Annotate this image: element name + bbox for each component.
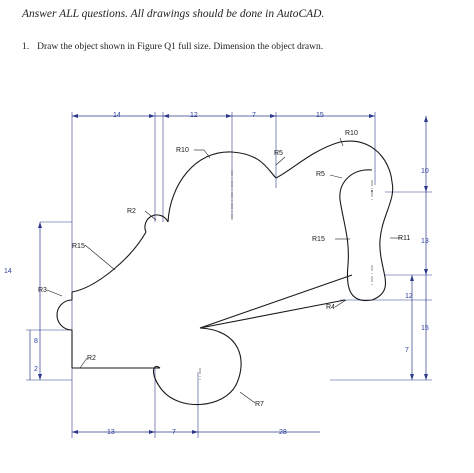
dim-top-12: 12	[190, 112, 198, 119]
dim-bottom-13: 13	[107, 429, 115, 436]
label-r2-lower: R2	[87, 355, 96, 362]
label-r10-top-center: R10	[176, 147, 189, 154]
r2-blend-arc	[145, 215, 168, 232]
r7-lobe	[154, 328, 242, 405]
label-r5-right: R5	[316, 171, 325, 178]
label-r3: R3	[38, 287, 47, 294]
arrowheads	[38, 114, 428, 434]
label-r10-top-right: R10	[345, 130, 358, 137]
dim-right-15: 15	[421, 325, 429, 332]
label-r11: R11	[398, 235, 411, 242]
dim-top-7: 7	[252, 112, 256, 119]
instructions-heading: Answer ALL questions. All drawings should be done in AutoCAD.	[22, 8, 325, 20]
dim-top-15: 15	[316, 112, 324, 119]
centerlines	[200, 170, 372, 380]
dimension-lines	[30, 116, 426, 432]
label-r5-top: R5	[274, 150, 283, 157]
dim-right-12: 12	[405, 293, 413, 300]
dim-bottom-7: 7	[172, 429, 176, 436]
dim-right-7: 7	[405, 347, 409, 354]
r15-blend-arc	[72, 232, 146, 292]
taper-line-upper	[200, 275, 352, 328]
question-text: Draw the object shown in Figure Q1 full size. Dimension the object drawn.	[37, 42, 324, 52]
question-number: 1.	[22, 42, 30, 52]
dim-left-14: 14	[4, 268, 12, 275]
extension-lines	[26, 112, 432, 438]
dim-left-2: 2	[34, 366, 38, 373]
r3-notch	[57, 300, 72, 330]
dim-top-14: 14	[113, 112, 121, 119]
dim-right-10: 10	[421, 168, 429, 175]
leader-lines	[47, 138, 402, 403]
dim-right-13: 13	[421, 238, 429, 245]
label-r15-left: R15	[72, 243, 85, 250]
label-r4: R4	[326, 304, 335, 311]
dim-left-8: 8	[34, 338, 38, 345]
label-r7: R7	[255, 401, 264, 408]
dim-bottom-28: 28	[279, 429, 287, 436]
taper-line-lower	[200, 300, 345, 328]
r10-top-arc	[168, 152, 276, 222]
r11-slot	[340, 170, 393, 301]
label-r15-right: R15	[312, 236, 325, 243]
label-r2-upper: R2	[127, 208, 136, 215]
object-outline	[57, 141, 393, 404]
